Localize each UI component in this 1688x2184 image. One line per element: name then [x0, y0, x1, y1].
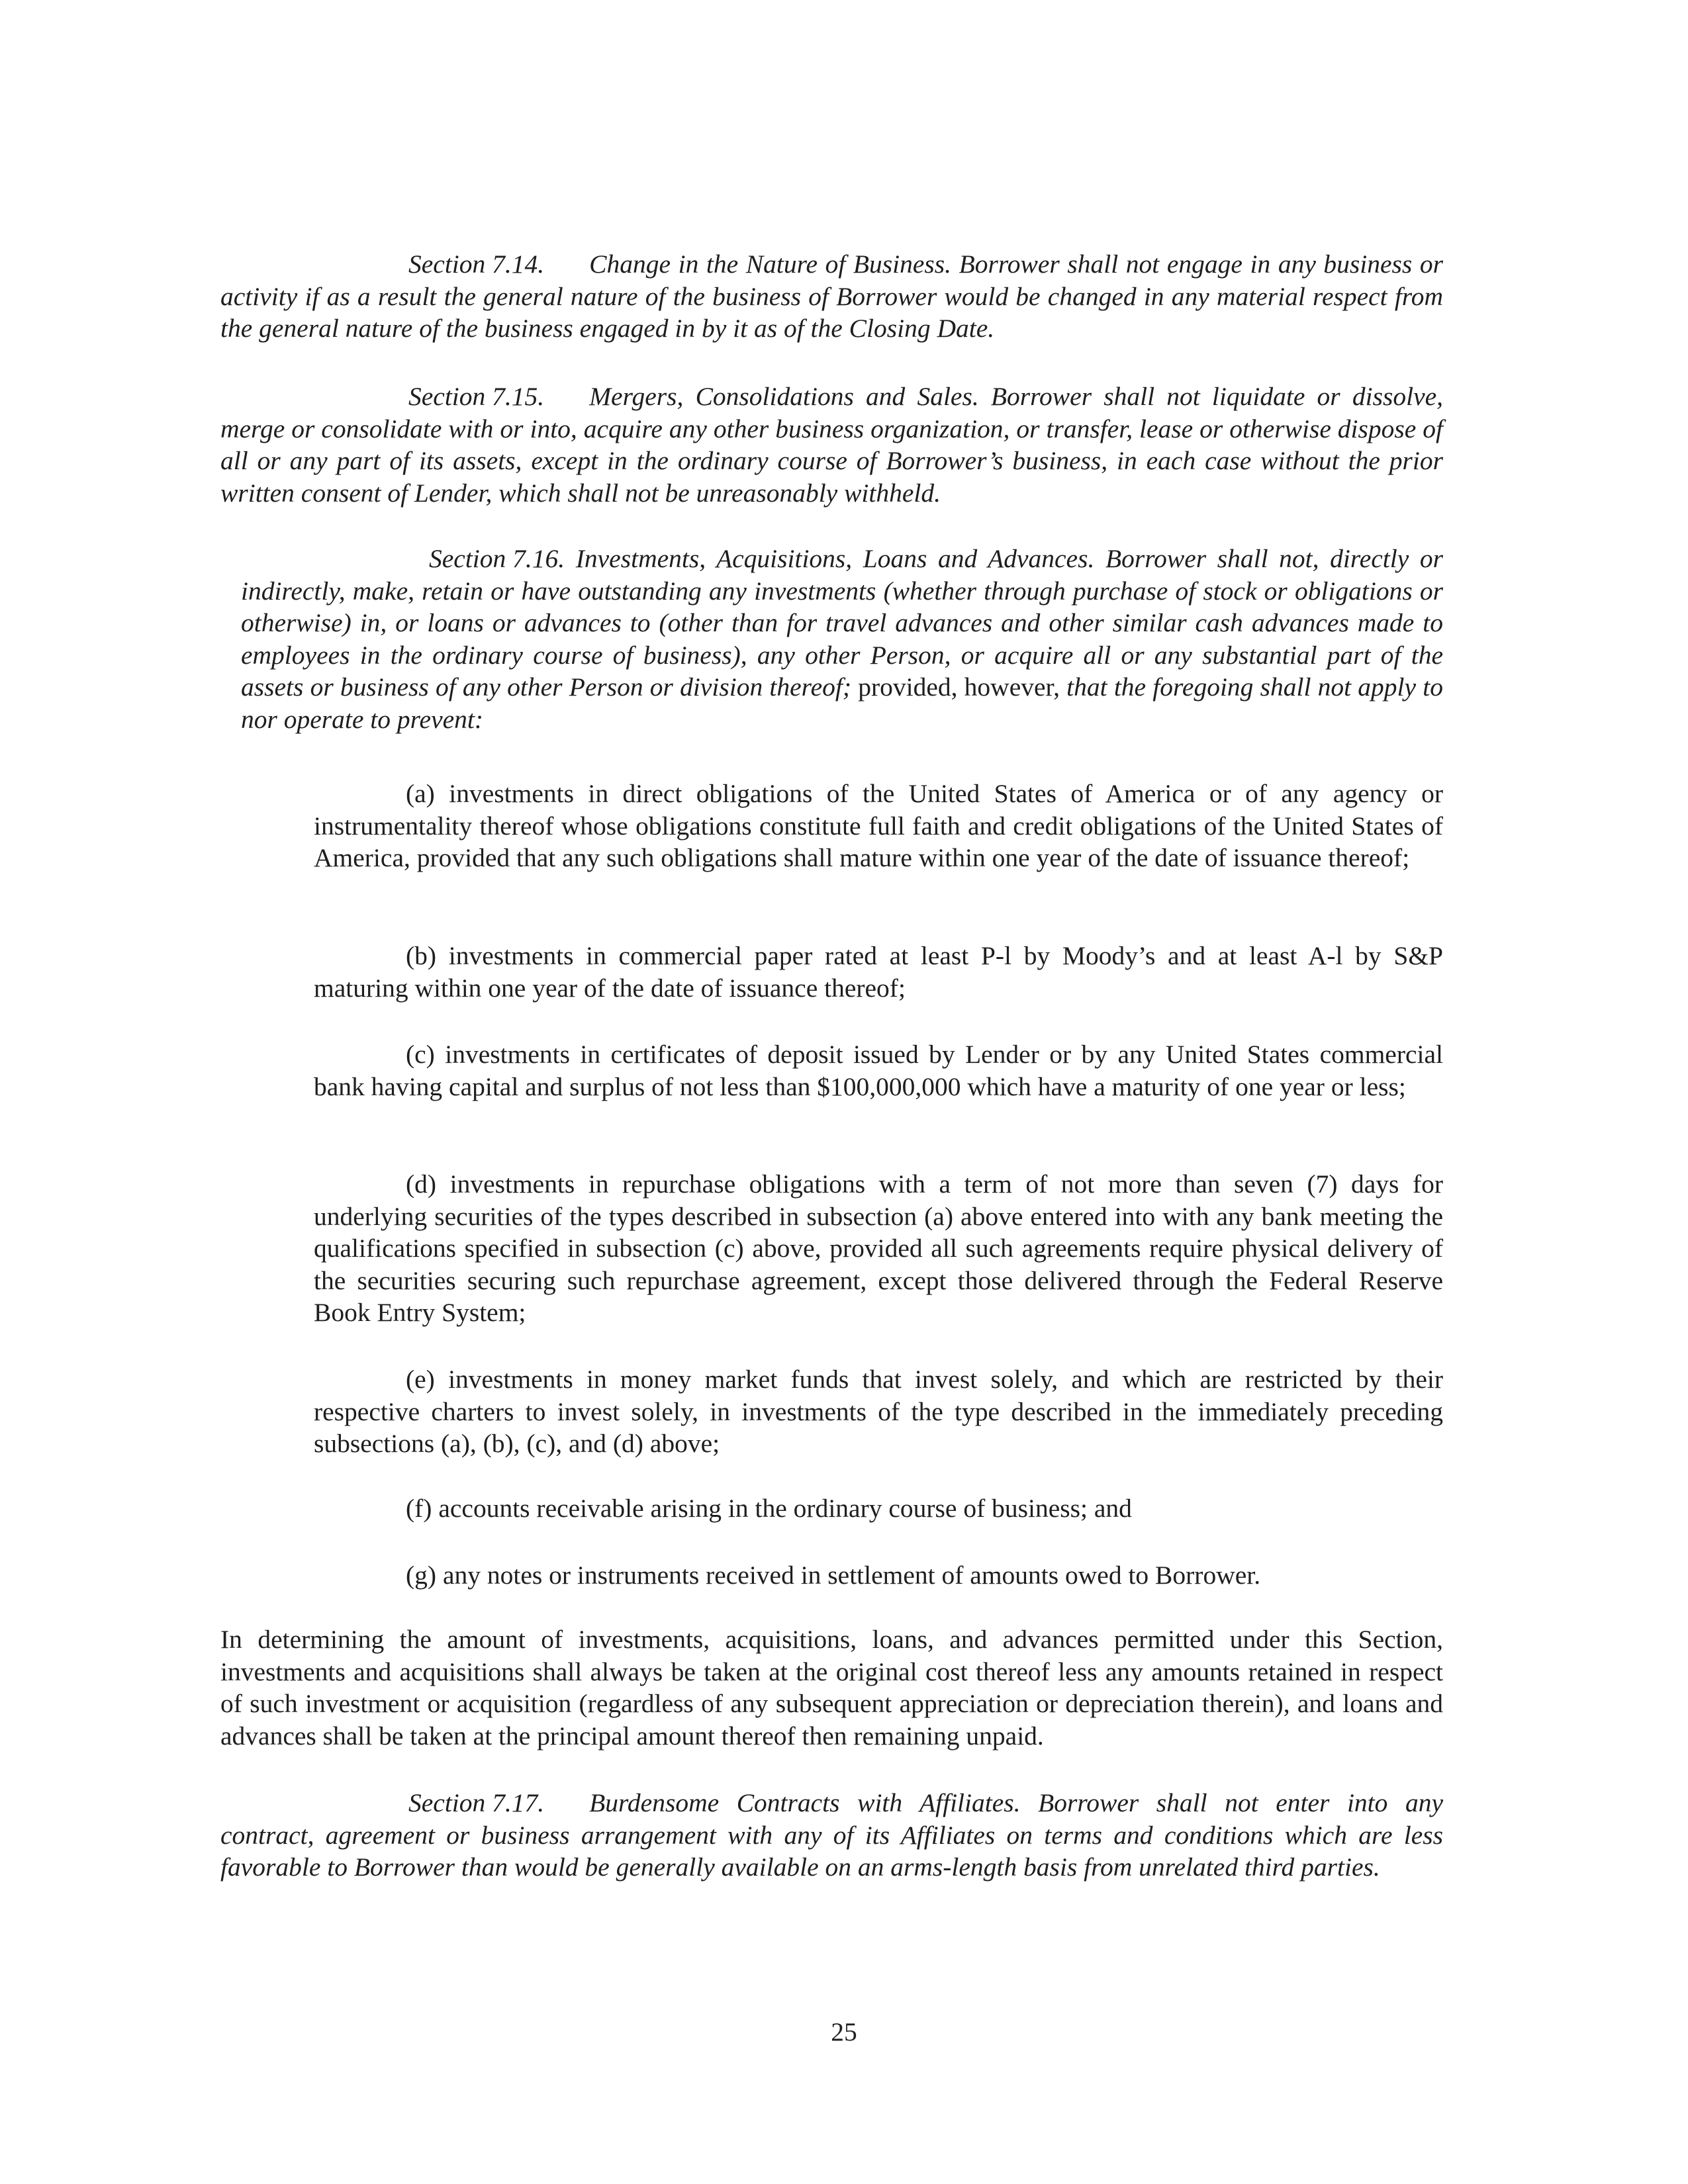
section-body: Borrower shall not engage in any business or activity if as a result the general nature of the business of Borrower would be changed in any material respect from the general nature of the business engaged in by it as of the Closing Date. — [220, 250, 1444, 343]
clause-e — [314, 1363, 1443, 1460]
section-body: Borrower shall not enter into any contract, agreement or business arrangement with any of its Affiliates on terms and conditions which are less favorable to Borrower than would be generally available on an arms-length basis from unrelated third parties. — [220, 1788, 1444, 1882]
clause-label: (b) — [406, 941, 437, 970]
section-number: Section 7.17. — [408, 1788, 545, 1817]
clause-d — [314, 1168, 1443, 1329]
section-body: Borrower shall not liquidate or dissolve, merge or consolidate with or into, acquire any other business organization, or transfer, lease or otherwise dispose of all or any part of its assets, except in the ordinary course of Borrower’s business, in each case without the prior written consent of Lender, which shall not be unreasonably withheld. — [220, 382, 1444, 508]
clause-text: investments in certificates of deposit issued by Lender or by any United States commercial bank having capital and surplus of not less than $100,000,000 which have a maturity of one year or less; — [314, 1040, 1443, 1101]
clause-g — [314, 1559, 1443, 1592]
clause-b — [314, 940, 1443, 1004]
section-title: Mergers, Consolidations and Sales. — [589, 382, 979, 411]
clause-text: investments in repurchase obligations with a term of not more than seven (7) days for underlying securities of the types described in subsection (a) above entered into with any bank meeting the qualifications specified in subsection (c) above, provided all such agreements require physical delivery of the securities securing such repurchase agreement, except those delivered through the Federal Reserve Book Entry System; — [314, 1169, 1444, 1327]
section-title: Change in the Nature of Business. — [589, 250, 952, 279]
clause-f — [314, 1492, 1443, 1525]
clause-label: (g) — [406, 1561, 437, 1590]
clause-label: (e) — [406, 1365, 435, 1394]
clause-label: (f) — [406, 1494, 432, 1523]
section-title: Investments, Acquisitions, Loans and Advances. — [575, 544, 1095, 573]
clause-a — [314, 778, 1443, 874]
section-7-14 — [220, 248, 1443, 345]
section-7-15 — [220, 381, 1443, 509]
clause-text: any notes or instruments received in settlement of amounts owed to Borrower. — [442, 1561, 1261, 1590]
proviso-word: provided, however, — [858, 672, 1060, 702]
clause-label: (d) — [406, 1169, 437, 1199]
page-number: 25 — [831, 2017, 857, 2046]
section-number: Section 7.16. — [429, 544, 565, 573]
closing-paragraph: In determining the amount of investments, acquisitions, loans, and advances permitted under this Section, investments and acquisitions shall always be taken at the original cost thereof less any amounts retained in respect of such investment or acquisition (regardless of any subsequent appreciation or depreciation therein), and loans and advances shall be taken at the principal amount thereof then remaining unpaid. — [220, 1625, 1443, 1751]
proviso-rest: that the foregoing shall not apply to nor operate to prevent: — [241, 672, 1443, 734]
section-body: Borrower shall not, directly or indirectly, make, retain or have outstanding any investments (whether through purchase of stock or obligations or otherwise) in, or loans or advances to (other than for travel advances and other similar cash advances made to employees in the ordinary course of business), any other Person, or acquire all or any substantial part of the assets or business of any other Person or division thereof; — [241, 544, 1444, 702]
clause-c — [314, 1038, 1443, 1103]
clause-label: (a) — [406, 779, 435, 808]
section-7-16 — [241, 543, 1443, 735]
section-7-17 — [220, 1787, 1443, 1884]
clause-text: investments in direct obligations of the United States of America or of any agency or instrumentality thereof whose obligations constitute full faith and credit obligations of the United States of America, provided that any such obligations shall mature within one year of the date of issuance thereof; — [314, 779, 1443, 872]
section-title: Burdensome Contracts with Affiliates. — [589, 1788, 1021, 1817]
section-number: Section 7.15. — [408, 382, 545, 411]
clause-text: investments in money market funds that invest solely, and which are restricted by their respective charters to invest solely, in investments of the type described in the immediately preceding subsections (a), (b), (c), and (d) above; — [314, 1365, 1443, 1458]
clause-text: investments in commercial paper rated at least P-l by Moody’s and at least A-l by S&P maturing within one year of the date of issuance thereof; — [314, 941, 1444, 1003]
section-number: Section 7.14. — [408, 250, 545, 279]
clause-label: (c) — [406, 1040, 435, 1069]
clause-text: accounts receivable arising in the ordinary course of business; and — [438, 1494, 1132, 1523]
